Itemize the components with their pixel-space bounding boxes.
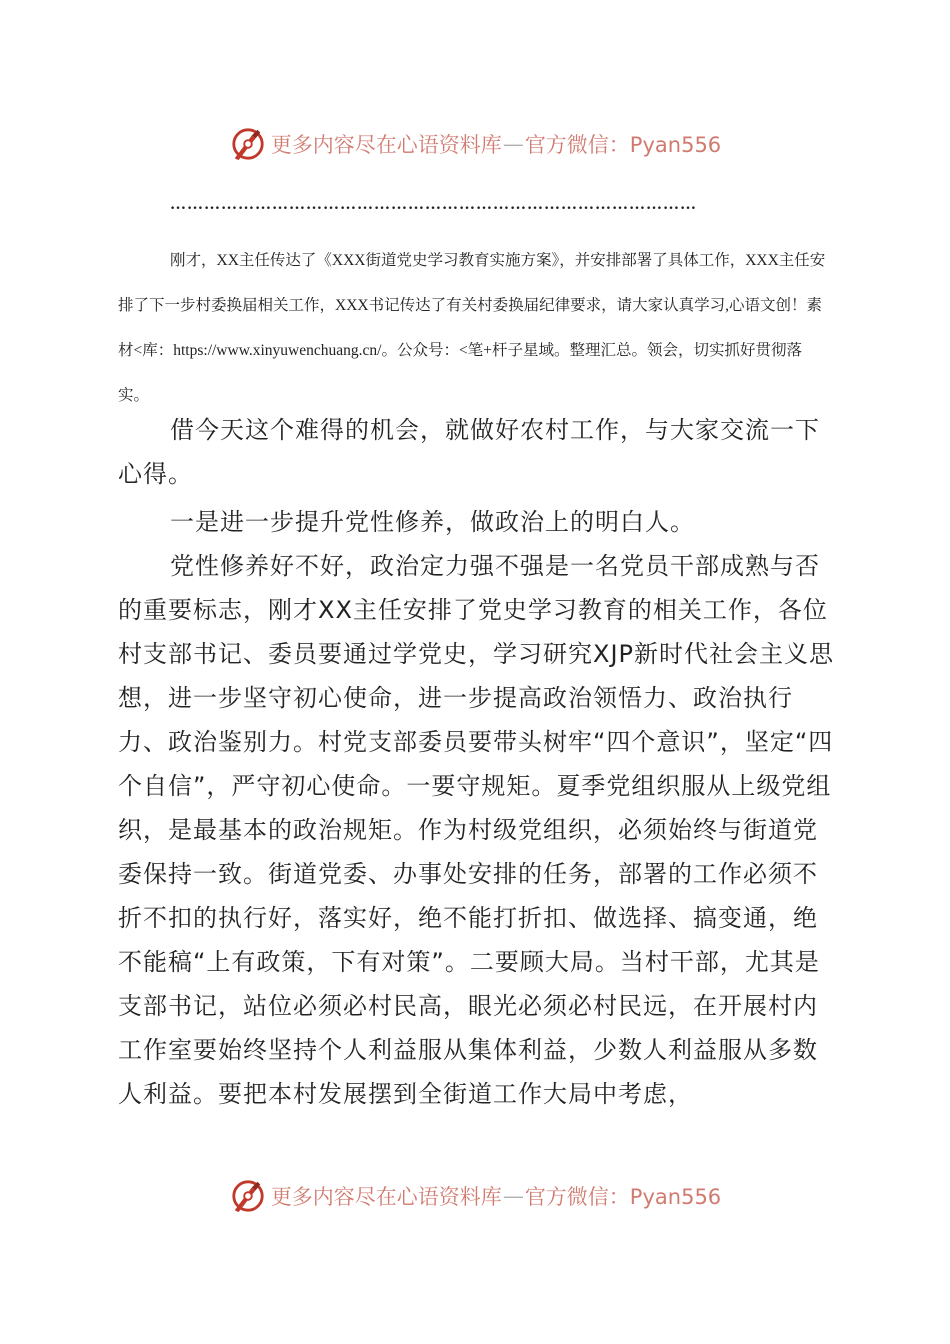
banner-wechat-text: 官方微信：Pyan556 (524, 133, 722, 157)
banner-library-text: 更多内容尽在心语资料库 (270, 133, 502, 157)
banner-wechat-text: 官方微信：Pyan556 (524, 1185, 722, 1209)
header-watermark-banner (0, 124, 950, 164)
footer-watermark-banner (0, 1176, 950, 1216)
dotted-divider: ………………………………………………………………………………… (170, 196, 697, 213)
body-paragraph-party-spirit: 党性修养好不好，政治定力强不强是一名党员干部成熟与否的重要标志，刚才XX主任安排了党史学习教育的相关工作，各位村支部书记、委员要通过学党史，学习研究XJP新时代社会主义思想，进一步坚守初心使命，进一步提高政治领悟力、政治执行力、政治鉴别力。村党支部委员要带头树牢“四个意识”，坚定“四个自信”，严守初心使命。一要守规矩。夏季党组织服从上级党组织，是最基本的政治规矩。作为村级党组织，必须始终与街道党委保持一致。街道党委、办事处安排的任务，部署的工作必须不折不扣的执行好，落实好，绝不能打折扣、做选择、搞变通，绝不能稿“上有政策，下有对策”。二要顾大局。当村干部，尤其是支部书记，站位必须必村民高，眼光必须必村民远，在开展村内工作室要始终坚持个人利益服从集体利益，少数人利益服从多数人利益。要把本村发展摆到全街道工作大局中考虑， (118, 552, 834, 1108)
body-paragraph-opening: 借今天这个难得的机会，就做好农村工作，与大家交流一下心得。 (118, 416, 820, 488)
banner-separator: — (502, 1184, 524, 1208)
section-heading-1: 一是进一步提升党性修养，做政治上的明白人。 (170, 508, 695, 536)
document-body (118, 408, 834, 1116)
intro-section (118, 238, 832, 418)
pen-logo-icon (229, 1178, 267, 1214)
banner-library-text: 更多内容尽在心语资料库 (270, 1185, 502, 1209)
banner-separator: — (502, 132, 524, 156)
intro-paragraph: 刚才，XX主任传达了《XXX街道党史学习教育实施方案》，并安排部署了具体工作，XXX主任安排了下一步村委换届相关工作，XXX书记传达了有关村委换届纪律要求，请大家认真学习,心语文创！素材<库：https://www.xinyuwenchuang.cn/。公众号：<笔+杆子星域。整理汇总。领会，切实抓好贯彻落实。 (118, 252, 826, 404)
pen-logo-icon (229, 126, 267, 162)
